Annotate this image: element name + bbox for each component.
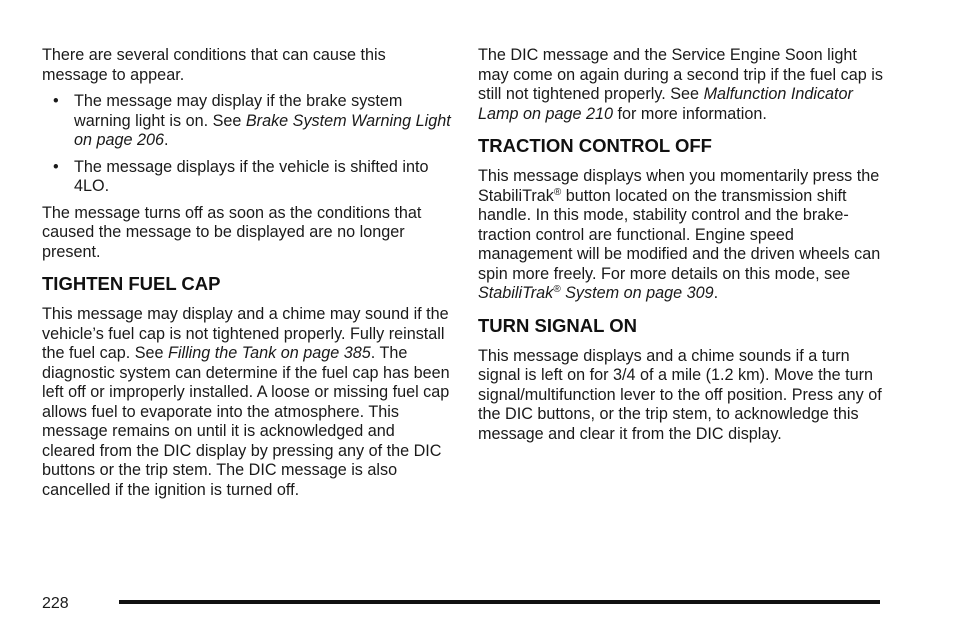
registered-mark: ® xyxy=(553,186,562,198)
body-text: button located on the transmission shift handle. In this mode, stability control and the brake-traction control are functional. Engine speed management will be modified and the driven wheels can spin more freely. For more details on this mode, see xyxy=(478,186,881,283)
intro-paragraph: There are several conditions that can cause this message to appear. xyxy=(42,46,386,84)
after-bullets-paragraph: The message turns off as soon as the conditions that caused the message to be displayed are no longer present. xyxy=(42,203,422,261)
section-heading-traction-control: TRACTION CONTROL OFF xyxy=(478,135,712,156)
list-item xyxy=(42,158,452,197)
body-text: The DIC message and the Service Engine Soon light may come on again during a second trip if the fuel cap is still not tightened properly. See xyxy=(478,46,883,103)
section-heading-turn-signal: TURN SIGNAL ON xyxy=(478,314,637,336)
body-text: This message displays when you momentarily press the StabiliTrak xyxy=(478,167,880,205)
ref-text: StabiliTrak xyxy=(478,284,554,302)
registered-mark: ® xyxy=(553,284,561,295)
turn-signal-paragraph: This message displays and a chime sounds if a turn signal is left on for 3/4 of a mile (1.2 km). Move the turn signal/multifunction lever to the off position. Press any of the DIC buttons, or the trip stem, to acknowledge this message and clear it from the DIC display. xyxy=(478,346,882,443)
body-text: . The diagnostic system can determine if the fuel cap has been left off or improperly installed. A loose or missing fuel cap allows fuel to evaporate into the atmosphere. This message remains on until it is acknowledged and cleared from the DIC display by pressing any of the DIC buttons or the trip stem. The DIC message is also cancelled if the ignition is turned off. xyxy=(42,344,450,499)
body-text: for more information. xyxy=(613,104,767,123)
left-column xyxy=(42,46,452,507)
body-text: This message may display and a chime may sound if the vehicle’s fuel cap is not tightened properly. Fully reinstall the fuel cap. See xyxy=(42,305,449,362)
page-number: 228 xyxy=(42,595,69,612)
cross-reference: Malfunction Indicator Lamp on page 210 xyxy=(478,85,853,123)
bullet-icon: • xyxy=(53,92,59,110)
conditions-list xyxy=(42,92,452,197)
bullet-text: The message may display if the brake system warning light is on. See xyxy=(74,92,403,130)
traction-paragraph xyxy=(478,167,890,304)
section-heading-fuel-cap: TIGHTEN FUEL CAP xyxy=(42,273,221,294)
list-item xyxy=(42,92,452,151)
bullet-text-tail: . xyxy=(164,131,169,149)
ref-text: System on page 309 xyxy=(560,284,714,302)
intro-paragraph xyxy=(478,46,890,124)
body-text: . xyxy=(713,284,719,302)
bullet-text: The message displays if the vehicle is shifted into 4LO. xyxy=(74,157,429,195)
cross-reference: Filling the Tank on page 385 xyxy=(168,344,371,362)
cross-reference xyxy=(478,284,714,302)
bullet-icon: • xyxy=(53,157,59,176)
right-column xyxy=(478,46,890,451)
cross-reference: Brake System Warning Light on page 206 xyxy=(74,111,451,149)
fuel-cap-paragraph xyxy=(42,305,452,500)
footer-divider xyxy=(119,600,880,604)
